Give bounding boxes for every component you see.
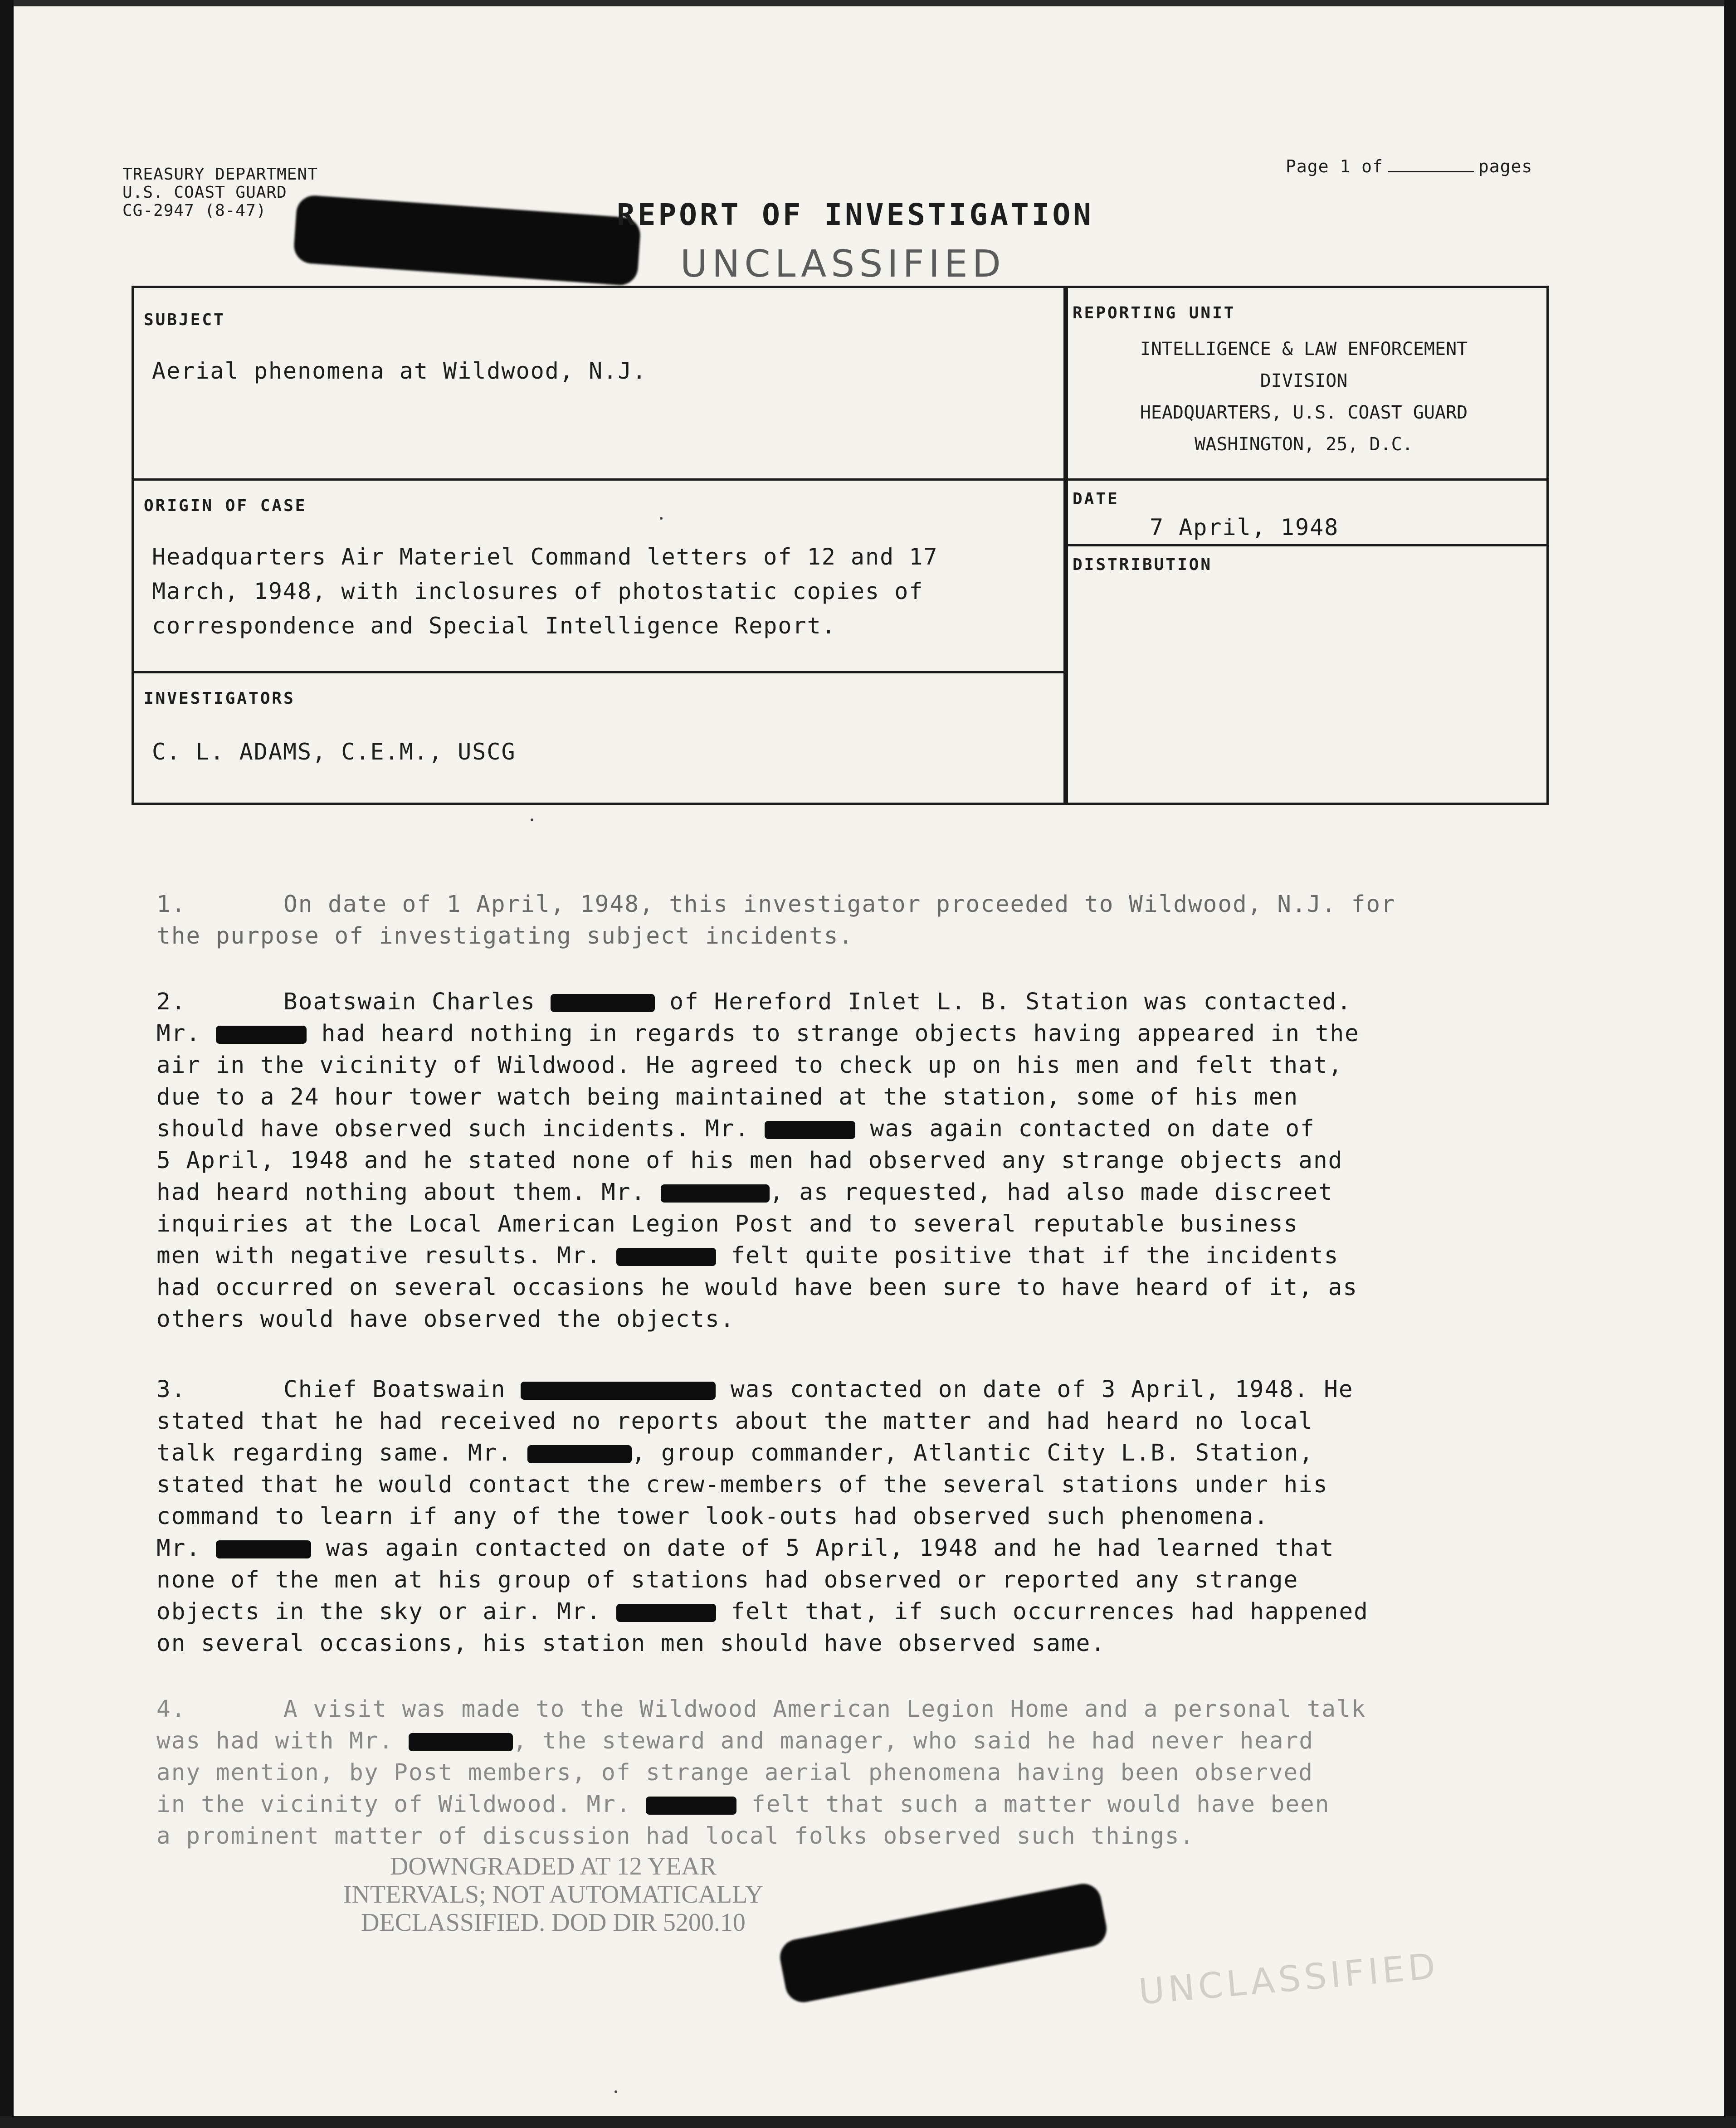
redaction-bar bbox=[616, 1248, 716, 1266]
paragraph-number: 2. bbox=[156, 989, 186, 1015]
redaction-mark bbox=[293, 195, 642, 287]
scan-edge-top bbox=[0, 0, 1736, 6]
form-rule bbox=[134, 478, 1546, 481]
origin-line: Headquarters Air Materiel Command letters of 12 and 17 bbox=[152, 544, 938, 570]
scan-edge-right bbox=[1724, 0, 1736, 2128]
dept-line: TREASURY DEPARTMENT bbox=[122, 165, 318, 184]
redaction-bar bbox=[661, 1184, 770, 1203]
scan-edge-left bbox=[0, 0, 14, 2128]
subject-label: SUBJECT bbox=[144, 311, 225, 329]
classification-stamp-bottom: UNCLASSIFIED bbox=[1137, 1946, 1441, 2013]
scan-speck bbox=[614, 2090, 617, 2093]
subject-value: Aerial phenomena at Wildwood, N.J. bbox=[152, 358, 647, 384]
scan-edge-bottom bbox=[0, 2116, 1736, 2128]
classification-stamp: UNCLASSIFIED bbox=[680, 243, 1005, 286]
redaction-bar bbox=[765, 1121, 855, 1139]
paragraph-4: 4. A visit was made to the Wildwood American Legion Home and a personal talk was had with Mr. , the steward and manager, who said he had never heard any mention, by Post members, of strange aerial phenomena having been observed in the vicinity of Wildwood. Mr. felt that such a matter would have been a prominent matter of discussion had local folks observed such things. bbox=[156, 1694, 1535, 1852]
redaction-bar bbox=[527, 1445, 632, 1463]
redaction-bar bbox=[216, 1540, 311, 1558]
redaction-mark bbox=[777, 1881, 1109, 2006]
date-label: DATE bbox=[1073, 490, 1119, 508]
investigators-value: C. L. ADAMS, C.E.M., USCG bbox=[152, 739, 516, 765]
form-rule bbox=[134, 671, 1063, 673]
distribution-label: DISTRIBUTION bbox=[1073, 555, 1213, 574]
investigators-label: INVESTIGATORS bbox=[144, 689, 295, 708]
origin-line: correspondence and Special Intelligence Report. bbox=[152, 613, 836, 639]
paragraph-number: 3. bbox=[156, 1376, 186, 1403]
redaction-bar bbox=[616, 1604, 716, 1622]
origin-label: ORIGIN OF CASE bbox=[144, 497, 307, 515]
paragraph-3: 3. Chief Boatswain was contacted on date of 3 April, 1948. He stated that he had received no reports about the matter and had heard no local talk regarding same. Mr. , group commander, Atlantic City L.B. Station, stated that he would contact the crew-members of the several stations under his command to learn if any of the tower look-outs had observed such phenomena. Mr. was again contacted on date of 5 April, 1948 and he had learned that none of the men at his group of stations had observed or reported any strange objects in the sky or air. Mr. felt that, if such occurrences had happened on several occasions, his station men should have observed same. bbox=[156, 1374, 1535, 1660]
scan-speck bbox=[660, 517, 663, 520]
department-header bbox=[122, 166, 318, 220]
form-number: CG-2947 (8-47) bbox=[122, 201, 267, 220]
form-divider bbox=[1063, 288, 1068, 805]
redaction-bar bbox=[646, 1797, 736, 1815]
paragraph-number: 1. bbox=[156, 891, 186, 918]
page-count-blank bbox=[1388, 171, 1474, 172]
reporting-unit-line: DIVISION bbox=[1260, 370, 1348, 391]
document-title: REPORT OF INVESTIGATION bbox=[617, 197, 1094, 232]
origin-line: March, 1948, with inclosures of photostatic copies of bbox=[152, 578, 924, 604]
reporting-unit-line: INTELLIGENCE & LAW ENFORCEMENT bbox=[1140, 339, 1468, 360]
downgrade-stamp: DOWNGRADED AT 12 YEAR INTERVALS; NOT AUTOMATICALLY DECLASSIFIED. DOD DIR 5200.10 bbox=[343, 1852, 764, 1937]
redaction-bar bbox=[409, 1733, 513, 1751]
redaction-bar bbox=[551, 994, 655, 1012]
paragraph-number: 4. bbox=[156, 1696, 186, 1723]
redaction-bar bbox=[216, 1026, 307, 1044]
reporting-unit-line: WASHINGTON, 25, D.C. bbox=[1195, 434, 1413, 455]
report-form bbox=[132, 286, 1549, 805]
redaction-bar bbox=[521, 1382, 716, 1400]
dept-line: U.S. COAST GUARD bbox=[122, 183, 287, 202]
reporting-unit-label: REPORTING UNIT bbox=[1073, 304, 1236, 322]
date-value: 7 April, 1948 bbox=[1150, 514, 1339, 541]
paragraph-1: 1. On date of 1 April, 1948, this investigator proceeded to Wildwood, N.J. for the purpose of investigating subject incidents. bbox=[156, 889, 1535, 952]
page-number: Page 1 of pages bbox=[1286, 156, 1533, 176]
reporting-unit-line: HEADQUARTERS, U.S. COAST GUARD bbox=[1140, 402, 1468, 423]
scan-speck bbox=[531, 818, 533, 821]
paragraph-2: 2. Boatswain Charles of Hereford Inlet L. B. Station was contacted. Mr. had heard nothing in regards to strange objects having appeared in the air in the vicinity of Wildwood. He agreed to check up on his men and felt that, due to a 24 hour tower watch being maintained at the station, some of his men should have observed such incidents. Mr. was again contacted on date of 5 April, 1948 and he stated none of his men had observed any strange objects and had heard nothing about them. Mr. , as requested, had also made discreet inquiries at the Local American Legion Post and to several reputable business men with negative results. Mr. felt quite positive that if the incidents had occurred on several occasions he would have been sure to have heard of it, as others would have observed the objects. bbox=[156, 986, 1535, 1335]
